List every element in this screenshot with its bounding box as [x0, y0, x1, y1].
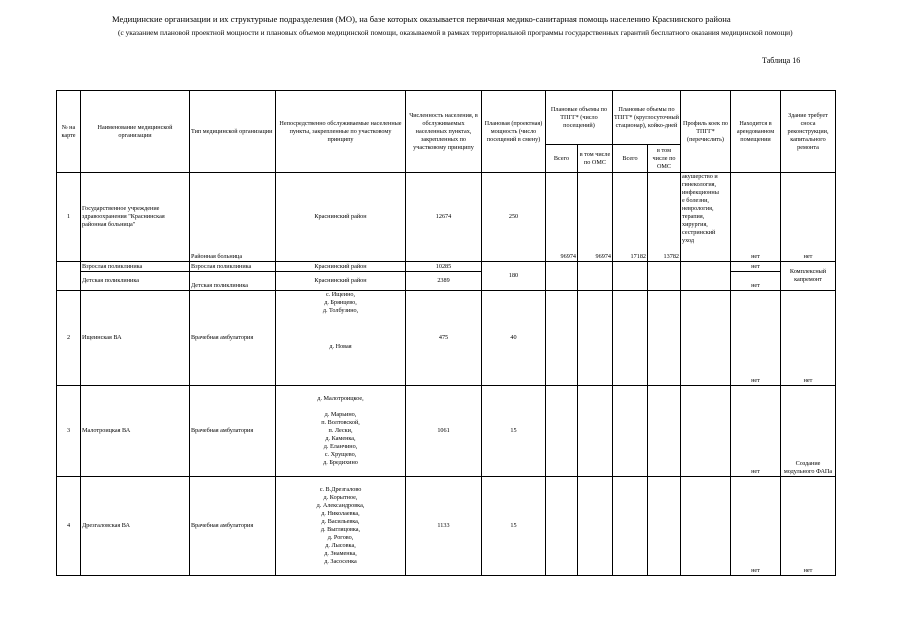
- row2-hosp-total: [613, 291, 648, 386]
- row1a-reconstruction: Комплексный капремонт: [781, 262, 836, 291]
- row1-visits-total: 96974: [546, 173, 578, 262]
- row1b-type: Детская поликлиника: [190, 272, 276, 291]
- list-line: гинекология,: [682, 181, 717, 188]
- col-hosp-total-header: Всего: [613, 145, 648, 173]
- list-line: д. Каменка,: [325, 435, 356, 442]
- col-hospital-header: Плановые объемы по ТПГГ* (круглосуточный стационар), койко-дней: [613, 91, 681, 145]
- document-subtitle: (с указанием плановой проектной мощности и плановых объемов медицинской помощи, оказываемой в рамках территориальной программы государственных гарантий бесплатного оказания медицинской помощи): [118, 28, 793, 37]
- list-line: д. Васильевка,: [321, 518, 360, 525]
- list-line: терапия,: [682, 213, 705, 220]
- row4-name: Дрезгаловская ВА: [81, 477, 190, 576]
- row3-capacity: 15: [482, 386, 546, 477]
- list-line: д. Брянцево,: [324, 299, 357, 306]
- row1-hosp-oms: 13782: [648, 173, 681, 262]
- row4-visits-oms: [578, 477, 613, 576]
- list-line: с. Хрущево,: [324, 451, 357, 458]
- col-name-header: Наименование медицинской организации: [81, 91, 190, 173]
- col-reconstruction-header: Здание требует сноса реконструкции, капитального ремонта: [781, 91, 836, 173]
- list-line: д. Корытное,: [323, 494, 358, 501]
- row4-population: 1133: [406, 477, 482, 576]
- list-line: д. Рогово,: [327, 534, 354, 541]
- row3-num: 3: [57, 386, 81, 477]
- list-line: хирургия,: [682, 221, 708, 228]
- col-visits-header: Плановые объемы по ТПГГ* (число посещений): [546, 91, 613, 145]
- row1a-profile: [681, 262, 731, 291]
- row4-hosp-total: [613, 477, 648, 576]
- list-line: д. Бредихино: [323, 459, 358, 466]
- list-line: с. Ищеино,: [325, 291, 356, 298]
- list-line: д. Марьино,: [324, 411, 357, 418]
- row1a-hosp-total: [613, 262, 648, 291]
- row4-hosp-oms: [648, 477, 681, 576]
- row1a-rented: нет: [731, 262, 781, 272]
- row1-profile: [681, 173, 731, 262]
- row2-name: Ищеинская ВА: [81, 291, 190, 386]
- col-capacity-header: Плановая (проектная) мощность (число посещений в смену): [482, 91, 546, 173]
- table-row-3: [57, 386, 836, 477]
- row1b-population: 2389: [406, 272, 482, 291]
- row4-capacity: 15: [482, 477, 546, 576]
- list-line: инфекционны: [682, 189, 719, 196]
- col-num-header: № на карте: [57, 91, 81, 173]
- list-line: уход: [682, 237, 695, 244]
- row4-type: Врачебная амбулатория: [190, 477, 276, 576]
- list-line: д. Еланчино,: [323, 443, 358, 450]
- list-line: д. Толбузино,: [322, 307, 359, 314]
- col-population-header: Численность населения, в обслуживаемых населенных пунктах, закрепленных по участковому принципу: [406, 91, 482, 173]
- row2-visits-total: [546, 291, 578, 386]
- table-row-2: [57, 291, 836, 386]
- row1a-capacity: 180: [482, 262, 546, 291]
- table-label: Таблица 16: [762, 56, 801, 65]
- list-line: д. Александровка,: [316, 502, 365, 509]
- list-line: д. Лысовка,: [325, 542, 356, 549]
- row4-num: 4: [57, 477, 81, 576]
- list-line: д. Малотроицкое,: [317, 395, 364, 402]
- row1b-settlements: Краснинский район: [276, 272, 406, 291]
- row3-name: Малотроицкая ВА: [81, 386, 190, 477]
- col-hosp-oms-header: в том числе по ОМС: [648, 145, 681, 173]
- row2-settlements: [276, 291, 406, 386]
- row3-hosp-total: [613, 386, 648, 477]
- row4-settlements: [276, 477, 406, 576]
- list-line: сестринский: [682, 229, 716, 236]
- row2-population: 475: [406, 291, 482, 386]
- row4-visits-total: [546, 477, 578, 576]
- row3-rented: нет: [731, 386, 781, 477]
- row4-rented: нет: [731, 477, 781, 576]
- row3-reconstruction: Создание модульного ФАПа: [781, 386, 836, 477]
- row4-reconstruction: нет: [781, 477, 836, 576]
- list-line: п. Лески,: [328, 427, 353, 434]
- row3-settlements: [276, 386, 406, 477]
- row3-type: Врачебная амбулатория: [190, 386, 276, 477]
- row1-settlements: Краснинский район: [276, 173, 406, 262]
- row1b-rented: нет: [731, 272, 781, 291]
- header-row: [57, 91, 836, 145]
- row4-profile: [681, 477, 731, 576]
- list-line: неврология,: [682, 205, 714, 212]
- col-visits-total-header: Всего: [546, 145, 578, 173]
- row1a-visits-total: [546, 262, 578, 291]
- col-settlements-header: Непосредственно обслуживаемые населенные пункты, закрепленные по участковому принципу: [276, 91, 406, 173]
- row3-hosp-oms: [648, 386, 681, 477]
- row1-type: Районная больница: [190, 173, 276, 262]
- row1-hosp-total: 17182: [613, 173, 648, 262]
- row2-settlement-extra: д. Новая: [329, 343, 352, 350]
- row2-capacity: 40: [482, 291, 546, 386]
- row1a-name: Взрослая поликлиника: [81, 262, 190, 272]
- row1a-settlements: Краснинский район: [276, 262, 406, 272]
- row3-population: 1061: [406, 386, 482, 477]
- row3-profile: [681, 386, 731, 477]
- list-line: с. В.Дрезгалово: [319, 486, 362, 493]
- row3-visits-oms: [578, 386, 613, 477]
- list-line: д. Засосенка: [324, 558, 357, 565]
- row1a-type: Взрослая поликлиника: [190, 262, 276, 272]
- row1a-visits-oms: [578, 262, 613, 291]
- row1b-name: Детская поликлиника: [81, 272, 190, 291]
- row1-visits-oms: 96974: [578, 173, 613, 262]
- medical-organizations-table: [56, 90, 836, 576]
- col-type-header: Тип медицинской организации: [190, 91, 276, 173]
- row2-visits-oms: [578, 291, 613, 386]
- document-title: Медицинские организации и их структурные подразделения (МО), на базе которых оказывается первичная медико-санитарная помощь населению Краснинского района: [112, 14, 731, 24]
- list-line: акушерство и: [682, 173, 718, 180]
- list-line: п. Волтовской,: [321, 419, 360, 426]
- list-line: [277, 403, 404, 411]
- row1-population: 12674: [406, 173, 482, 262]
- row2-type: Врачебная амбулатория: [190, 291, 276, 386]
- row2-reconstruction: нет: [781, 291, 836, 386]
- row1-capacity: 250: [482, 173, 546, 262]
- list-line: д. Выгляцовка,: [320, 526, 361, 533]
- col-rented-header: Находится в арендованном помещении: [731, 91, 781, 173]
- row2-hosp-oms: [648, 291, 681, 386]
- row1-name: Государственное учреждение здравоохранения "Краснинская районная больница": [81, 173, 190, 262]
- list-line: е болезни,: [682, 197, 709, 204]
- row1-rented: нет: [731, 173, 781, 262]
- row2-profile: [681, 291, 731, 386]
- row2-settlements-list: [277, 291, 404, 315]
- row1-reconstruction: нет: [781, 173, 836, 262]
- row1a-num: [57, 262, 81, 291]
- list-line: д. Знаменка,: [324, 550, 357, 557]
- table-row-4: [57, 477, 836, 576]
- list-line: д. Николаевка,: [321, 510, 360, 517]
- col-visits-oms-header: в том числе по ОМС: [578, 145, 613, 173]
- row1-num: 1: [57, 173, 81, 262]
- row2-rented: нет: [731, 291, 781, 386]
- table-row-1: [57, 173, 836, 262]
- row1a-population: 10285: [406, 262, 482, 272]
- table-row-1a: [57, 262, 836, 272]
- row3-visits-total: [546, 386, 578, 477]
- row1a-hosp-oms: [648, 262, 681, 291]
- row2-num: 2: [57, 291, 81, 386]
- col-profile-header: Профиль коек по ТПГГ* (перечислить): [681, 91, 731, 173]
